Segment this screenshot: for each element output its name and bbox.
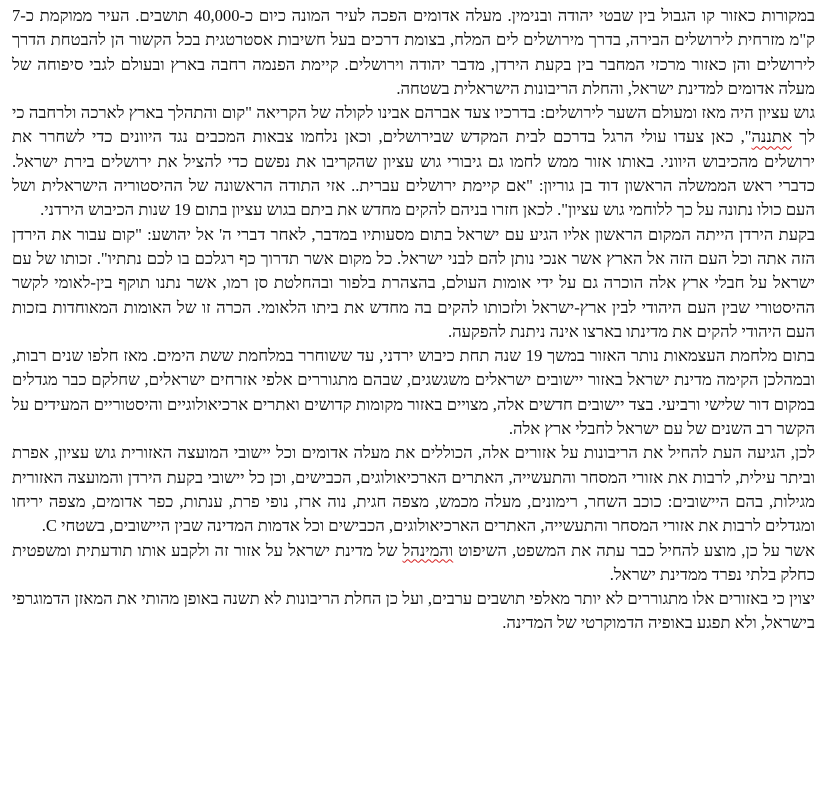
paragraph-7 <box>12 587 815 636</box>
paragraph-6-text-b: של מדינת ישראל על אזור זה ולקבע אותו תודעתית ומשפטית כחלק בלתי נפרד ממדינת ישראל. <box>12 540 815 584</box>
paragraph-4 <box>12 344 815 441</box>
paragraph-2-text-a: גוש עציון היה מאז ומעולם השער לירושלים: בדרכיו צעד אברהם אבינו לקולה של הקריאה "קום והתהלך בארץ לארכה ולרחבה כי לך <box>12 103 815 147</box>
paragraph-5-text: לכן, הגיעה העת להחיל את הריבונות על אזורים אלה, הכוללים את מעלה אדומים וכל יישובי המועצה האזורית גוש עציון, אפרת וביתר עילית, לרבות את אזורי המסחר והתעשייה, האתרים הארכיאולוגים, הכבישים, וכן כל יישובי בקעת הירדן והמועצה האזורית מגילות, בהם היישובים: כוכב השחר, רימונים, מעלה מכמש, מצפה חגית, נוה ארז, נופי פרת, ענתות, כפר אדומים, מצפה יריחו ומגדלים לרבות את אזורי המסחר והתעשייה, האתרים הארכיאולוגים, הכבישים וכל אדמות המדינה שבין היישובים, בשטחי C. <box>12 443 815 536</box>
paragraph-3-text: בקעת הירדן הייתה המקום הראשון אליו הגיע עם ישראל בתום מסעותיו במדבר, לאחר דברי ה' אל יהושע: "קום עבור את הירדן הזה אתה וכל העם הזה אל הארץ אשר אנכי נותן להם לבני ישראל. כל מקום אשר תדרוך כף רגלכם בו לכם נתתיו". זכותו של עם ישראל על חבלי ארץ אלה הוכרה גם על ידי אומות העולם, בהצהרת בלפור ובהחלטת סן רמו, אשר נתנו תוקף בין-לאומי לקשר ההיסטורי שבין העם היהודי לבין ארץ-ישראל ולזכותו להקים בה מחדש את ביתו הלאומי. הכרה זו של האומות המאוחדות בזכות העם היהודי להקים את מדינתו בארצו אינה ניתנת להפקעה. <box>12 224 815 341</box>
paragraph-1-text: במקורות כאזור קו הגבול בין שבטי יהודה ובנימין. מעלה אדומים הפכה לעיר המונה כיום כ-40,000 תושבים. העיר ממוקמת כ-7 ק"מ מזרחית לירושלים הבירה, בדרך מירושלים לים המלח, בצומת דרכים בעל חשיבות אסטרטגית בכל הקשור הן להבטחת הדרך לירושלים והן כאזור מרכזי המחבר בין בקעת הירדן, מדבר יהודה וירושלים. קיימת הפנמה רחבה בארץ ובעולם לגבי סיפוחה של מעלה אדומים למדינת ישראל, והחלת הריבונות הישראלית בשטחה. <box>12 6 816 98</box>
paragraph-6 <box>12 539 815 588</box>
paragraph-2-text-b: ", כאן צעדו עולי הרגל בדרכם לבית המקדש שבירושלים, וכאן נלחמו צבאות המכבים נגד היוונים כדי לשחרר את ירושלים מהכיבוש היווני. באותו אזור ממש לחמו גם גיבורי גוש עציון שהקריבו את נפשם כדי להציל את ירושלים בירת ישראל. כדברי ראש הממשלה הראשון דוד בן גוריון: "אם קיימת ירושלים עברית.. אזי התודה הראשונה של ההיסטוריה הישראלית ושל העם כולו נתונה על כך ללוחמי גוש עציון". לכאן חזרו בניהם להקים מחדש את ביתם בגוש עציון בתום 19 שנות הכיבוש הירדני. <box>12 127 815 220</box>
paragraph-5 <box>12 441 815 538</box>
paragraph-1 <box>12 4 815 101</box>
paragraph-6-text-a: אשר על כן, מוצע להחיל כבר עתה את המשפט, השיפוט <box>453 540 815 560</box>
paragraph-3 <box>12 223 815 344</box>
paragraph-2 <box>12 101 815 222</box>
paragraph-7-text: יצוין כי באזורים אלו מתגוררים לא יותר מאלפי תושבים ערבים, ועל כן החלת הריבונות לא תשנה באופן מהותי את המאזן הדמוגרפי בישראל, ולא תפגע באופיה הדמוקרטי של המדינה. <box>12 589 815 633</box>
spellcheck-flagged-word: והמינהל <box>402 540 454 560</box>
spellcheck-flagged-word: אתננה <box>751 127 792 147</box>
paragraph-4-text: בתום מלחמת העצמאות נותר האזור במשך 19 שנה תחת כיבוש ירדני, עד ששוחרר במלחמת ששת הימים. מאז חלפו שנים רבות, ובמהלכן הקימה מדינת ישראל באזור יישובים ישראלים משגשגים, שבהם מתגוררים אלפי אזרחים ישראלים, שחלקם כבר מגדלים במקום דור שלישי ורביעי. בצד יישובים חדשים אלה, מצויים באזור מקומות קדושים ואתרים ארכיאולוגיים והיסטוריים המעידים על הקשר רב השנים של עם ישראל לחבלי ארץ אלה. <box>12 346 815 439</box>
